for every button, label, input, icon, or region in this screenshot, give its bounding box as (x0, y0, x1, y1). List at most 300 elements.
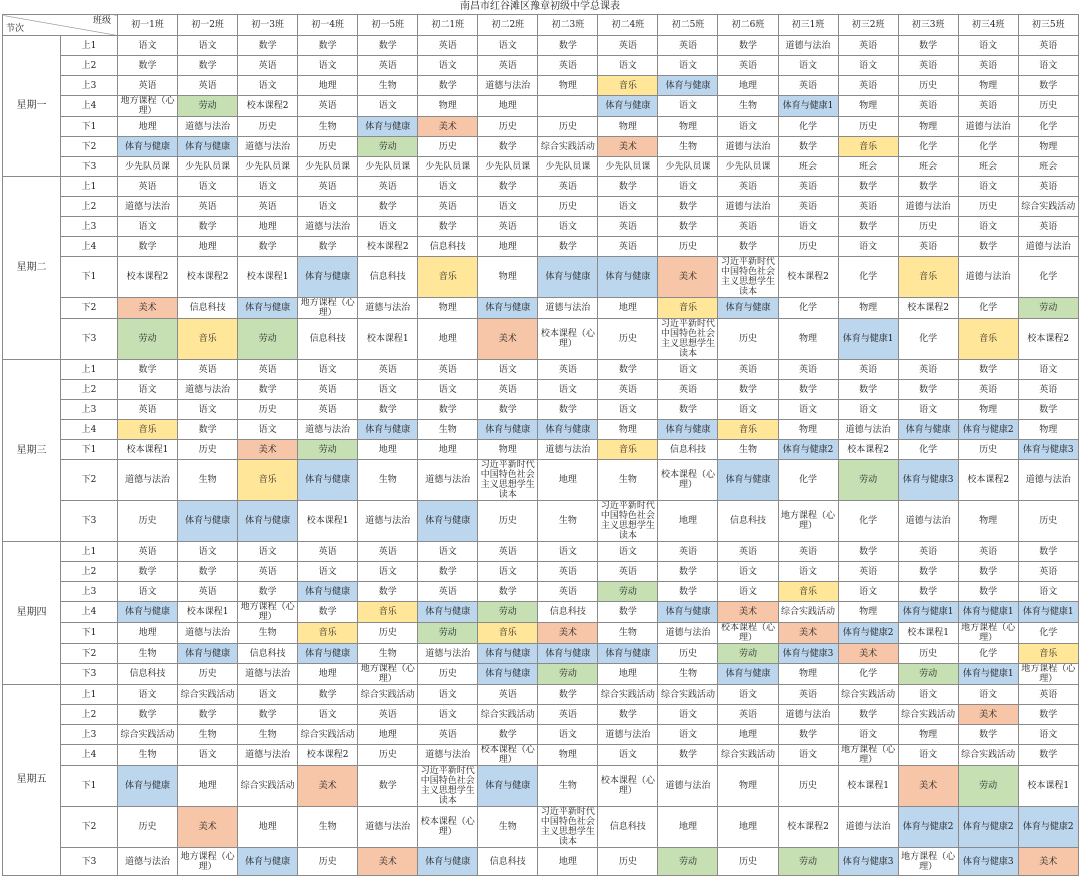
subject-cell: 综合实践活动 (238, 766, 298, 807)
subject-cell: 校本课程1 (838, 766, 898, 807)
subject-cell: 道德与法治 (898, 197, 958, 217)
schedule-row (3, 623, 1079, 644)
subject-cell: 物理 (958, 501, 1018, 542)
subject-cell: 英语 (838, 360, 898, 380)
subject-cell: 数学 (118, 237, 178, 257)
schedule-row (3, 400, 1079, 420)
subject-cell: 英语 (1018, 380, 1078, 400)
subject-cell: 英语 (958, 542, 1018, 562)
subject-cell: 劳动 (658, 848, 718, 876)
subject-cell: 体育与健康 (598, 644, 658, 664)
corner-class-label: 班级 (92, 16, 111, 26)
schedule-row (3, 217, 1079, 237)
schedule-row (3, 440, 1079, 460)
subject-cell: 英语 (538, 562, 598, 582)
subject-cell: 英语 (898, 96, 958, 117)
subject-cell: 体育与健康 (478, 644, 538, 664)
subject-cell: 地理 (298, 76, 358, 96)
subject-cell: 历史 (478, 501, 538, 542)
subject-cell: 数学 (898, 562, 958, 582)
subject-cell: 习近平新时代中国特色社会主义思想学生读本 (598, 501, 658, 542)
subject-cell: 英语 (658, 380, 718, 400)
subject-cell: 数学 (418, 562, 478, 582)
subject-cell: 美术 (418, 117, 478, 137)
subject-cell: 语文 (118, 582, 178, 602)
subject-cell: 语文 (178, 400, 238, 420)
subject-cell: 体育与健康2 (778, 440, 838, 460)
subject-cell: 地方课程（心理） (298, 298, 358, 319)
period-label: 下3 (61, 319, 118, 360)
period-label: 下2 (61, 460, 118, 501)
subject-cell: 综合实践活动 (898, 705, 958, 725)
subject-cell: 语文 (478, 197, 538, 217)
subject-cell: 数学 (118, 360, 178, 380)
subject-cell: 语文 (718, 400, 778, 420)
subject-cell: 劳动 (418, 623, 478, 644)
schedule-row (3, 76, 1079, 96)
period-label: 上1 (61, 685, 118, 705)
subject-cell: 校本课程2 (838, 440, 898, 460)
subject-cell: 数学 (298, 36, 358, 56)
subject-cell: 语文 (298, 562, 358, 582)
subject-cell: 历史 (838, 117, 898, 137)
subject-cell: 英语 (598, 380, 658, 400)
period-label: 上1 (61, 360, 118, 380)
class-header: 初二2班 (478, 15, 538, 36)
subject-cell: 劳动 (238, 319, 298, 360)
subject-cell: 英语 (418, 725, 478, 745)
subject-cell: 物理 (1018, 420, 1078, 440)
subject-cell: 历史 (178, 664, 238, 685)
subject-cell: 英语 (178, 582, 238, 602)
subject-cell: 语文 (298, 56, 358, 76)
subject-cell: 英语 (298, 400, 358, 420)
class-header: 初一3班 (238, 15, 298, 36)
subject-cell: 音乐 (898, 257, 958, 298)
subject-cell: 体育与健康3 (958, 848, 1018, 876)
subject-cell: 道德与法治 (478, 76, 538, 96)
subject-cell: 数学 (958, 582, 1018, 602)
schedule-row (3, 807, 1079, 848)
corner-period-label: 节次 (6, 24, 25, 34)
day-label: 星期一 (3, 36, 61, 177)
subject-cell: 地方课程（心理） (958, 623, 1018, 644)
subject-cell: 语文 (538, 380, 598, 400)
subject-cell: 道德与法治 (658, 623, 718, 644)
subject-cell: 信息科技 (298, 319, 358, 360)
subject-cell: 劳动 (838, 460, 898, 501)
subject-cell: 数学 (118, 562, 178, 582)
subject-cell: 校本课程1 (358, 319, 418, 360)
subject-cell: 数学 (1018, 400, 1078, 420)
subject-cell: 道德与法治 (238, 664, 298, 685)
subject-cell: 语文 (118, 217, 178, 237)
subject-cell: 英语 (538, 360, 598, 380)
subject-cell: 数学 (538, 237, 598, 257)
subject-cell: 班会 (778, 157, 838, 177)
subject-cell: 数学 (658, 745, 718, 766)
subject-cell: 物理 (958, 76, 1018, 96)
subject-cell: 英语 (238, 562, 298, 582)
subject-cell: 物理 (658, 117, 718, 137)
subject-cell: 地理 (238, 807, 298, 848)
subject-cell: 体育与健康 (538, 420, 598, 440)
subject-cell: 历史 (478, 117, 538, 137)
subject-cell: 数学 (298, 685, 358, 705)
subject-cell: 语文 (178, 36, 238, 56)
subject-cell: 数学 (358, 197, 418, 217)
subject-cell: 体育与健康2 (1018, 807, 1078, 848)
period-label: 上1 (61, 36, 118, 56)
subject-cell: 数学 (178, 562, 238, 582)
subject-cell: 道德与法治 (538, 440, 598, 460)
subject-cell: 英语 (478, 380, 538, 400)
subject-cell: 语文 (178, 177, 238, 197)
subject-cell: 语文 (658, 705, 718, 725)
subject-cell: 音乐 (598, 440, 658, 460)
subject-cell: 体育与健康3 (838, 848, 898, 876)
subject-cell: 综合实践活动 (1018, 197, 1078, 217)
subject-cell: 数学 (838, 542, 898, 562)
subject-cell: 综合实践活动 (958, 745, 1018, 766)
subject-cell: 信息科技 (418, 237, 478, 257)
subject-cell: 语文 (358, 562, 418, 582)
subject-cell: 音乐 (658, 298, 718, 319)
subject-cell: 语文 (718, 117, 778, 137)
subject-cell: 道德与法治 (1018, 460, 1078, 501)
subject-cell: 化学 (958, 644, 1018, 664)
subject-cell: 数学 (118, 56, 178, 76)
period-label: 下1 (61, 117, 118, 137)
subject-cell: 语文 (658, 360, 718, 380)
subject-cell: 校本课程2 (178, 257, 238, 298)
subject-cell: 数学 (838, 177, 898, 197)
subject-cell: 音乐 (778, 582, 838, 602)
subject-cell: 英语 (538, 705, 598, 725)
period-label: 上2 (61, 562, 118, 582)
schedule-row (3, 602, 1079, 623)
subject-cell: 英语 (838, 562, 898, 582)
subject-cell: 美术 (658, 257, 718, 298)
subject-cell: 历史 (958, 197, 1018, 217)
schedule-row (3, 562, 1079, 582)
subject-cell: 英语 (1018, 217, 1078, 237)
subject-cell: 生物 (238, 623, 298, 644)
subject-cell: 语文 (418, 685, 478, 705)
subject-cell: 物理 (478, 257, 538, 298)
subject-cell: 体育与健康1 (958, 602, 1018, 623)
subject-cell: 道德与法治 (538, 298, 598, 319)
subject-cell: 地理 (118, 117, 178, 137)
subject-cell: 历史 (1018, 96, 1078, 117)
subject-cell: 语文 (478, 360, 538, 380)
subject-cell: 语文 (598, 56, 658, 76)
subject-cell: 语文 (238, 420, 298, 440)
subject-cell: 物理 (778, 420, 838, 440)
subject-cell: 化学 (898, 137, 958, 157)
subject-cell: 英语 (178, 360, 238, 380)
subject-cell: 音乐 (238, 460, 298, 501)
schedule-row (3, 460, 1079, 501)
subject-cell: 体育与健康3 (1018, 440, 1078, 460)
subject-cell: 信息科技 (658, 440, 718, 460)
class-header: 初二3班 (538, 15, 598, 36)
subject-cell: 校本课程1 (898, 623, 958, 644)
subject-cell: 化学 (838, 257, 898, 298)
subject-cell: 英语 (418, 36, 478, 56)
subject-cell: 物理 (598, 420, 658, 440)
subject-cell: 体育与健康 (598, 257, 658, 298)
subject-cell: 音乐 (718, 420, 778, 440)
subject-cell: 体育与健康 (358, 117, 418, 137)
period-label: 下2 (61, 298, 118, 319)
subject-cell: 英语 (478, 685, 538, 705)
subject-cell: 体育与健康1 (898, 602, 958, 623)
subject-cell: 校本课程2 (778, 807, 838, 848)
subject-cell: 英语 (718, 705, 778, 725)
subject-cell: 劳动 (778, 848, 838, 876)
subject-cell: 信息科技 (538, 602, 598, 623)
subject-cell: 数学 (298, 237, 358, 257)
subject-cell: 英语 (358, 56, 418, 76)
period-label: 上2 (61, 705, 118, 725)
subject-cell: 化学 (898, 440, 958, 460)
subject-cell: 语文 (838, 725, 898, 745)
subject-cell: 音乐 (418, 257, 478, 298)
subject-cell: 体育与健康 (478, 298, 538, 319)
subject-cell: 历史 (898, 644, 958, 664)
subject-cell: 数学 (358, 400, 418, 420)
subject-cell: 班会 (838, 157, 898, 177)
subject-cell: 化学 (1018, 257, 1078, 298)
subject-cell: 语文 (238, 542, 298, 562)
period-label: 下2 (61, 644, 118, 664)
period-label: 上2 (61, 380, 118, 400)
subject-cell: 物理 (538, 745, 598, 766)
class-header: 初一2班 (178, 15, 238, 36)
subject-cell: 历史 (358, 745, 418, 766)
subject-cell: 语文 (778, 745, 838, 766)
schedule-row (3, 360, 1079, 380)
subject-cell: 地理 (118, 623, 178, 644)
subject-cell: 历史 (118, 807, 178, 848)
subject-cell: 道德与法治 (118, 848, 178, 876)
subject-cell: 体育与健康2 (898, 807, 958, 848)
subject-cell: 语文 (298, 197, 358, 217)
subject-cell: 地理 (178, 237, 238, 257)
subject-cell: 体育与健康 (658, 76, 718, 96)
subject-cell: 道德与法治 (718, 197, 778, 217)
subject-cell: 历史 (658, 644, 718, 664)
day-label: 星期四 (3, 542, 61, 685)
subject-cell: 校本课程（心理） (598, 766, 658, 807)
subject-cell: 英语 (1018, 685, 1078, 705)
subject-cell: 少先队员课 (718, 157, 778, 177)
subject-cell: 英语 (778, 542, 838, 562)
subject-cell: 化学 (778, 298, 838, 319)
subject-cell: 地方课程（心理） (898, 848, 958, 876)
subject-cell: 数学 (478, 400, 538, 420)
subject-cell: 体育与健康 (118, 137, 178, 157)
subject-cell: 数学 (238, 380, 298, 400)
subject-cell: 语文 (658, 725, 718, 745)
schedule-row (3, 137, 1079, 157)
subject-cell: 历史 (658, 237, 718, 257)
subject-cell: 历史 (538, 197, 598, 217)
subject-cell: 道德与法治 (838, 420, 898, 440)
period-label: 上4 (61, 237, 118, 257)
subject-cell: 历史 (418, 664, 478, 685)
subject-cell: 体育与健康 (298, 460, 358, 501)
period-label: 下3 (61, 664, 118, 685)
class-header: 初三5班 (1018, 15, 1078, 36)
subject-cell: 体育与健康 (418, 848, 478, 876)
subject-cell: 道德与法治 (598, 725, 658, 745)
subject-cell: 少先队员课 (358, 157, 418, 177)
subject-cell: 数学 (898, 380, 958, 400)
schedule-row (3, 664, 1079, 685)
subject-cell: 语文 (778, 217, 838, 237)
subject-cell: 语文 (538, 725, 598, 745)
period-label: 下1 (61, 766, 118, 807)
subject-cell: 道德与法治 (1018, 237, 1078, 257)
day-label: 星期五 (3, 685, 61, 876)
subject-cell: 体育与健康 (238, 298, 298, 319)
subject-cell: 数学 (778, 380, 838, 400)
subject-cell: 英语 (958, 380, 1018, 400)
period-label: 上4 (61, 420, 118, 440)
subject-cell: 道德与法治 (418, 745, 478, 766)
schedule-row (3, 257, 1079, 298)
subject-cell: 班会 (958, 157, 1018, 177)
subject-cell: 体育与健康 (238, 848, 298, 876)
subject-cell: 地理 (718, 807, 778, 848)
subject-cell: 英语 (178, 76, 238, 96)
subject-cell: 地理 (598, 664, 658, 685)
subject-cell: 数学 (898, 177, 958, 197)
subject-cell: 数学 (178, 56, 238, 76)
subject-cell: 数学 (538, 36, 598, 56)
subject-cell (538, 96, 598, 117)
subject-cell: 语文 (958, 177, 1018, 197)
subject-cell: 历史 (298, 848, 358, 876)
subject-cell: 生物 (178, 725, 238, 745)
subject-cell: 英语 (838, 197, 898, 217)
subject-cell: 道德与法治 (178, 380, 238, 400)
subject-cell: 少先队员课 (538, 157, 598, 177)
subject-cell: 校本课程（心理） (478, 745, 538, 766)
subject-cell: 语文 (118, 380, 178, 400)
subject-cell: 英语 (718, 360, 778, 380)
subject-cell: 语文 (478, 562, 538, 582)
period-label: 上4 (61, 602, 118, 623)
subject-cell: 习近平新时代中国特色社会主义思想学生读本 (418, 766, 478, 807)
subject-cell: 信息科技 (358, 257, 418, 298)
subject-cell: 美术 (238, 440, 298, 460)
schedule-row (3, 848, 1079, 876)
subject-cell: 地理 (718, 76, 778, 96)
subject-cell: 化学 (838, 664, 898, 685)
subject-cell: 英语 (598, 562, 658, 582)
subject-cell: 地方课程（心理） (238, 602, 298, 623)
subject-cell: 语文 (718, 562, 778, 582)
subject-cell: 英语 (538, 56, 598, 76)
subject-cell: 数学 (598, 602, 658, 623)
period-label: 上1 (61, 177, 118, 197)
subject-cell: 体育与健康1 (1018, 602, 1078, 623)
subject-cell: 数学 (238, 582, 298, 602)
period-label: 上4 (61, 96, 118, 117)
subject-cell: 物理 (838, 298, 898, 319)
period-label: 下1 (61, 440, 118, 460)
subject-cell: 英语 (598, 237, 658, 257)
subject-cell: 语文 (538, 217, 598, 237)
subject-cell: 英语 (718, 56, 778, 76)
subject-cell: 体育与健康 (478, 420, 538, 440)
subject-cell: 劳动 (358, 137, 418, 157)
subject-cell: 化学 (1018, 623, 1078, 644)
subject-cell: 体育与健康 (418, 501, 478, 542)
subject-cell: 生物 (538, 766, 598, 807)
subject-cell: 英语 (838, 36, 898, 56)
subject-cell: 体育与健康3 (898, 460, 958, 501)
subject-cell: 数学 (478, 582, 538, 602)
subject-cell: 信息科技 (598, 807, 658, 848)
subject-cell: 音乐 (1018, 644, 1078, 664)
subject-cell: 英语 (478, 56, 538, 76)
class-header: 初一4班 (298, 15, 358, 36)
subject-cell: 语文 (598, 542, 658, 562)
subject-cell: 地理 (358, 725, 418, 745)
subject-cell: 数学 (838, 705, 898, 725)
subject-cell: 英语 (958, 96, 1018, 117)
subject-cell: 美术 (118, 298, 178, 319)
subject-cell: 劳动 (958, 766, 1018, 807)
subject-cell: 习近平新时代中国特色社会主义思想学生读本 (538, 807, 598, 848)
subject-cell: 地方课程（心理） (778, 501, 838, 542)
subject-cell: 语文 (118, 36, 178, 56)
subject-cell: 习近平新时代中国特色社会主义思想学生读本 (718, 257, 778, 298)
subject-cell: 语文 (1018, 582, 1078, 602)
subject-cell: 体育与健康 (718, 298, 778, 319)
period-label: 下2 (61, 137, 118, 157)
subject-cell: 美术 (598, 137, 658, 157)
subject-cell: 数学 (358, 36, 418, 56)
subject-cell: 数学 (478, 725, 538, 745)
schedule-row (3, 542, 1079, 562)
subject-cell: 数学 (1018, 705, 1078, 725)
subject-cell: 音乐 (598, 76, 658, 96)
schedule-row (3, 36, 1079, 56)
subject-cell: 体育与健康2 (958, 807, 1018, 848)
subject-cell: 校本课程2 (118, 257, 178, 298)
subject-cell: 美术 (1018, 848, 1078, 876)
subject-cell: 历史 (358, 623, 418, 644)
subject-cell: 语文 (538, 542, 598, 562)
subject-cell: 体育与健康 (658, 420, 718, 440)
subject-cell: 数学 (238, 36, 298, 56)
subject-cell: 地理 (178, 766, 238, 807)
subject-cell: 英语 (178, 197, 238, 217)
subject-cell: 语文 (178, 542, 238, 562)
subject-cell: 历史 (778, 237, 838, 257)
subject-cell: 英语 (718, 217, 778, 237)
subject-cell: 语文 (598, 745, 658, 766)
subject-cell: 语文 (658, 96, 718, 117)
subject-cell: 数学 (898, 36, 958, 56)
subject-cell: 数学 (118, 705, 178, 725)
subject-cell: 语文 (838, 400, 898, 420)
